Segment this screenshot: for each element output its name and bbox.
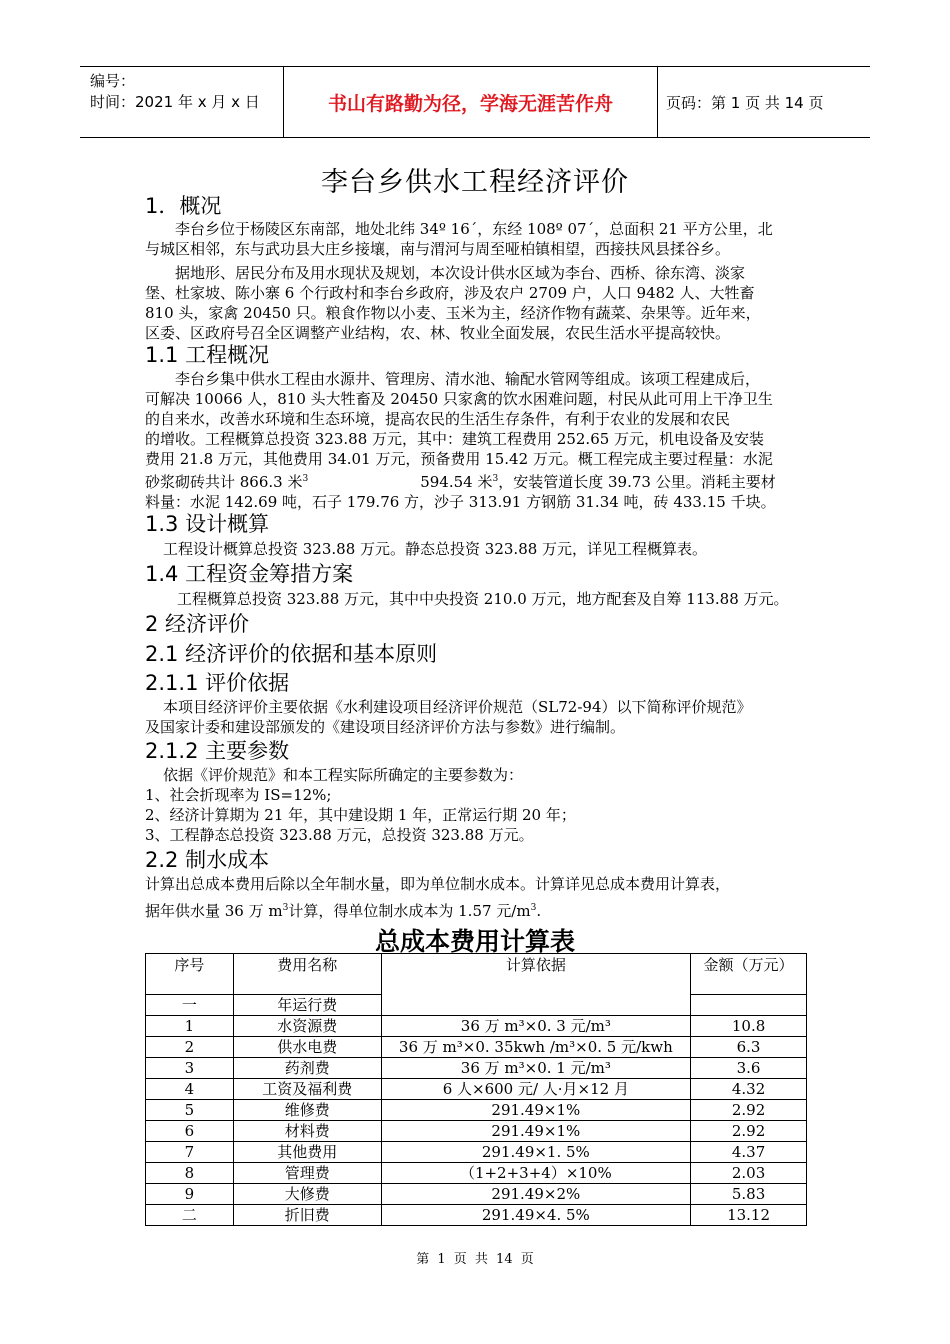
table-row: 9 大修费 291.49×2% 5.83 [146,1184,807,1205]
table-row: 6 材料费 291.49×1% 2.92 [146,1121,807,1142]
table-row: 一 年运行费 [146,995,807,1016]
table-row: 3 药剂费 36 万 m³×0. 1 元/m³ 3.6 [146,1058,807,1079]
header-motto: 书山有路勤为径，学海无涯苦作舟 [283,67,658,137]
table-row: 1 水资源费 36 万 m³×0. 3 元/m³ 10.8 [146,1016,807,1037]
table-header-row [146,954,807,995]
header-page-info: 页码：第 1 页 共 14 页 [666,93,824,112]
table-title: 总成本费用计算表 [374,927,575,956]
cost-table [145,953,807,1226]
paragraph-project-overview: 李台乡集中供水工程由水源井、管理房、清水池、输配水管网等组成。该项工程建成后， 可解决 10066 人，810 头大牲畜及 20450 只家禽的饮水困难问题，村民从此可用上干净卫生 的自来水，改善水环境和生态环境，提高农民的生活生存条件，有利于农业的发展和农民 的增收。工程概算总投资 323.88 万元，其中：建筑工程费用 252.65 万元，机电设备及安装 费用 21.8 万元，其他费用 34.01 万元，预备费用 15.42 万元。概工程完成主要过程量：水泥 砂浆砌砖共计 866.3 米$^3$ 594.54 米$^3$，安装管道长度 39.73 公里。消耗主要材 料量：水泥 142.69 吨，石子 179.76 方，沙子 313.91 方钢筋 31.34 吨，砖 433.15 千块。 [145,370,776,511]
section-heading-2-1-1: 2.1.1 评价依据 [145,671,290,695]
paragraph-location: 李台乡位于杨陵区东南部，地处北纬 34º 16´，东经 108º 07´，总面积 21 平方公里，北 与城区相邻，东与武功县大庄乡接壤，南与渭河与周至哑柏镇相望，西接扶风县揉谷乡。 [145,220,773,258]
table-row: 4 工资及福利费 6 人×600 元/ 人·月×12 月 4.32 [146,1079,807,1100]
column-header: 金额（万元） [691,954,807,995]
section-heading-1-4: 1.4 工程资金筹措方案 [145,562,354,586]
section-heading-1: 1．概况 [145,194,222,218]
section-heading-2: 2 经济评价 [145,612,250,636]
parameter-item: 3、工程静态总投资 323.88 万元，总投资 323.88 万元。 [145,826,534,844]
parameter-item: 2、经济计算期为 21 年，其中建设期 1 年，正常运行期 20 年； [145,806,576,824]
document-title: 李台乡供水工程经济评价 [321,167,629,198]
parameter-item: 1、社会折现率为 IS=12%; [145,786,332,804]
paragraph-design-estimate: 工程设计概算总投资 323.88 万元。静态总投资 323.88 万元，详见工程概算表。 [163,540,708,558]
column-header: 计算依据 [381,954,691,995]
doc-time-label: 时间：2021 年 x 月 x 日 [90,93,260,111]
paragraph-region: 据地形、居民分布及用水现状及规划，本次设计供水区域为李台、西桥、徐东湾、淡家 堡、杜家坡、陈小寨 6 个行政村和李台乡政府，涉及农户 2709 户，人口 9482 人、大牲畜 810 头，家禽 20450 只。粮食作物以小麦、玉米为主，经济作物有蔬菜、杂果等。近年来， 区委、区政府号召全区调整产业结构，农、林、牧业全面发展，农民生活水平提高较快。 [145,264,761,342]
section-heading-2-1: 2.1 经济评价的依据和基本原则 [145,642,438,666]
section-heading-2-2: 2.2 制水成本 [145,848,270,872]
table-row: 7 其他费用 291.49×1. 5% 4.37 [146,1142,807,1163]
section-heading-2-1-2: 2.1.2 主要参数 [145,739,290,763]
table-row: 8 管理费 （1+2+3+4）×10% 2.03 [146,1163,807,1184]
column-header: 费用名称 [233,954,381,995]
paragraph-water-cost: 计算出总成本费用后除以全年制水量，即为单位制水成本。计算详见总成本费用计算表， 据年供水量 36 万 $m^3$计算，得单位制水成本为 1.57 元$/m^3$. [145,875,731,920]
section-heading-1-3: 1.3 设计概算 [145,512,270,536]
paragraph-funding: 工程概算总投资 323.88 万元，其中中央投资 210.0 万元，地方配套及自筹 113.88 万元。 [177,590,789,608]
table-row: 5 维修费 291.49×1% 2.92 [146,1100,807,1121]
section-heading-1-1: 1.1 工程概况 [145,343,270,367]
paragraph-basis: 本项目经济评价主要依据《水利建设项目经济评价规范（SL72-94）以下简称评价规范》 及国家计委和建设部颁发的《建设项目经济评价方法与参数》进行编制。 [145,698,752,736]
header-meta [90,71,280,113]
table-row: 二 折旧费 291.49×4. 5% 13.12 [146,1205,807,1226]
page-header [80,66,870,138]
doc-number-label: 编号： [90,72,136,90]
paragraph-parameters: 依据《评价规范》和本工程实际所确定的主要参数为： 1、社会折现率为 IS=12%; 2、经济计算期为 21 年，其中建设期 1 年，正常运行期 20 年； 3、工程静态总投资 323.88 万元，总投资 323.88 万元。 [145,765,808,845]
column-header: 序号 [146,954,234,995]
page-footer: 第 1 页 共 14 页 [416,1252,534,1267]
table-row: 2 供水电费 36 万 m³×0. 35kwh /m³×0. 5 元/kwh 6.3 [146,1037,807,1058]
